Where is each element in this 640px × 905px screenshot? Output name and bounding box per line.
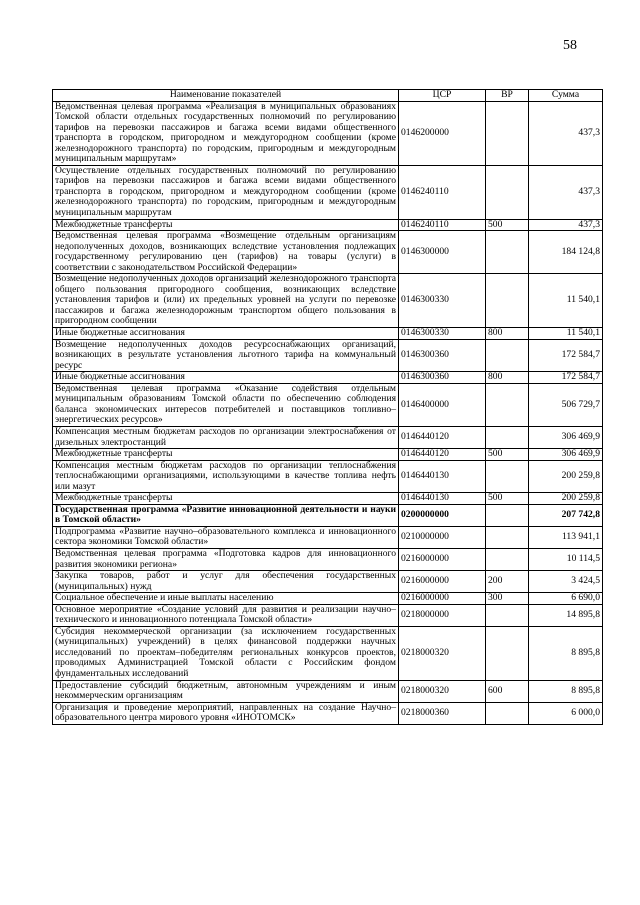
- row-vr: [486, 339, 529, 372]
- row-name: Государственная программа «Развитие инновационной деятельности и науки в Томской области»: [53, 504, 399, 526]
- table-row: [53, 101, 603, 165]
- row-sum: 184 124,8: [529, 231, 603, 274]
- row-vr: 500: [486, 493, 529, 505]
- row-name: Межбюджетные трансферты: [53, 449, 399, 461]
- table-row: [53, 493, 603, 505]
- row-sum: 172 584,7: [529, 339, 603, 372]
- row-vr: [486, 504, 529, 526]
- row-csr: 0146240110: [399, 165, 486, 219]
- table-row: [53, 165, 603, 219]
- table-row: [53, 548, 603, 570]
- row-name: Основное мероприятие «Создание условий для развития и реализации научно–технического и инновационного потенциала Томской области»: [53, 604, 399, 626]
- table-header-row: [53, 90, 603, 102]
- row-csr: 0146300330: [399, 274, 486, 328]
- row-sum: 437,3: [529, 101, 603, 165]
- table-row: [53, 680, 603, 702]
- table-body: [53, 101, 603, 724]
- row-name: Межбюджетные трансферты: [53, 219, 399, 231]
- row-name: Компенсация местным бюджетам расходов по организации электроснабжения от дизельных электростанций: [53, 426, 399, 448]
- row-vr: 300: [486, 593, 529, 605]
- row-sum: 172 584,7: [529, 372, 603, 384]
- row-sum: 506 729,7: [529, 383, 603, 426]
- row-name: Ведомственная целевая программа «Подготовка кадров для инновационного развития экономики региона»: [53, 548, 399, 570]
- table-row: [53, 593, 603, 605]
- row-csr: 0216000000: [399, 571, 486, 593]
- row-csr: 0146440130: [399, 493, 486, 505]
- row-vr: 500: [486, 449, 529, 461]
- table-row: [53, 383, 603, 426]
- row-vr: [486, 460, 529, 493]
- row-csr: 0218000000: [399, 604, 486, 626]
- header-vr: ВР: [486, 90, 529, 102]
- row-csr: 0146300360: [399, 339, 486, 372]
- row-vr: [486, 274, 529, 328]
- row-sum: 437,3: [529, 165, 603, 219]
- row-name: Организация и проведение мероприятий, направленных на создание Научно–образовательного центра мирового уровня «ИНОТОМСК»: [53, 702, 399, 724]
- row-sum: 8 895,8: [529, 626, 603, 680]
- row-sum: 306 469,9: [529, 426, 603, 448]
- row-name: Иные бюджетные ассигнования: [53, 328, 399, 340]
- row-csr: 0146300000: [399, 231, 486, 274]
- table-row: [53, 231, 603, 274]
- table-row: [53, 571, 603, 593]
- budget-table: [52, 89, 603, 725]
- row-sum: 11 540,1: [529, 328, 603, 340]
- row-vr: [486, 165, 529, 219]
- row-sum: 113 941,1: [529, 526, 603, 548]
- row-csr: 0216000000: [399, 593, 486, 605]
- table-row: [53, 449, 603, 461]
- row-sum: 207 742,8: [529, 504, 603, 526]
- row-csr: 0146200000: [399, 101, 486, 165]
- row-vr: 600: [486, 680, 529, 702]
- row-vr: [486, 626, 529, 680]
- row-sum: 6 690,0: [529, 593, 603, 605]
- page-number: 58: [563, 38, 577, 53]
- row-vr: [486, 702, 529, 724]
- row-name: Межбюджетные трансферты: [53, 493, 399, 505]
- table-row: [53, 219, 603, 231]
- table-row: [53, 426, 603, 448]
- row-csr: 0146240110: [399, 219, 486, 231]
- row-name: Осуществление отдельных государственных полномочий по регулированию тарифов на перевозки пассажиров и багажа всеми видами общественного транспорта в городском, пригородном и междугородном сообщении (кроме железнодорожного транспорта) по городским, пригородным и междугородным муниципальным маршрутам: [53, 165, 399, 219]
- row-name: Возмещение недополученных доходов ресурсоснабжающих организаций, возникающих в результате установления льготного тарифа на коммунальный ресурс: [53, 339, 399, 372]
- row-csr: 0218000320: [399, 680, 486, 702]
- row-csr: 0210000000: [399, 526, 486, 548]
- table-row: [53, 328, 603, 340]
- row-csr: 0146440120: [399, 449, 486, 461]
- row-csr: 0200000000: [399, 504, 486, 526]
- header-name: Наименование показателей: [53, 90, 399, 102]
- row-vr: 800: [486, 328, 529, 340]
- row-csr: 0218000360: [399, 702, 486, 724]
- row-csr: 0146400000: [399, 383, 486, 426]
- table-row: [53, 274, 603, 328]
- row-sum: 437,3: [529, 219, 603, 231]
- row-vr: [486, 101, 529, 165]
- row-vr: [486, 548, 529, 570]
- header-sum: Сумма: [529, 90, 603, 102]
- table-row: [53, 504, 603, 526]
- row-sum: 200 259,8: [529, 460, 603, 493]
- row-name: Социальное обеспечение и иные выплаты населению: [53, 593, 399, 605]
- row-csr: 0146440130: [399, 460, 486, 493]
- row-csr: 0146440120: [399, 426, 486, 448]
- row-vr: 800: [486, 372, 529, 384]
- row-sum: 14 895,8: [529, 604, 603, 626]
- row-name: Возмещение недополученных доходов организаций железнодорожного транспорта общего пользования пригородного сообщения, возникающих вследствие установления тарифов и (или) их предельных уровней на услуги по перевозке пассажиров и багажа железнодорожным транспортом общего пользования в пригородном сообщении: [53, 274, 399, 328]
- row-vr: [486, 231, 529, 274]
- table-row: [53, 460, 603, 493]
- row-sum: 200 259,8: [529, 493, 603, 505]
- row-name: Ведомственная целевая программа «Оказание содействия отдельным муниципальным образованиям Томской области по обеспечению соблюдения баланса экономических интересов потребителей и поставщиков топливно–энергетических ресурсов»: [53, 383, 399, 426]
- row-name: Иные бюджетные ассигнования: [53, 372, 399, 384]
- row-vr: 200: [486, 571, 529, 593]
- row-name: Подпрограмма «Развитие научно–образовательного комплекса и инновационного сектора экономики Томской области»: [53, 526, 399, 548]
- table-row: [53, 702, 603, 724]
- row-name: Ведомственная целевая программа «Возмещение отдельным организациям недополученных доходов, возникающих вследствие установления подлежащих государственному регулированию цен (тарифов) на товары (услуги) в соответствии с законодательством Российской Федерации»: [53, 231, 399, 274]
- row-name: Закупка товаров, работ и услуг для обеспечения государственных (муниципальных) нужд: [53, 571, 399, 593]
- table-row: [53, 626, 603, 680]
- row-vr: [486, 383, 529, 426]
- row-sum: 3 424,5: [529, 571, 603, 593]
- row-vr: [486, 426, 529, 448]
- row-sum: 11 540,1: [529, 274, 603, 328]
- row-csr: 0146300360: [399, 372, 486, 384]
- table-row: [53, 604, 603, 626]
- table-row: [53, 339, 603, 372]
- row-name: Субсидия некоммерческой организации (за исключением государственных (муниципальных) учреждений) в целях финансовой поддержки научных исследований по проектам–победителям региональных конкурсов проектов, проводимых Администрацией Томской области с Российским фондом фундаментальных исследований: [53, 626, 399, 680]
- row-name: Предоставление субсидий бюджетным, автономным учреждениям и иным некоммерческим организациям: [53, 680, 399, 702]
- row-vr: [486, 604, 529, 626]
- row-vr: [486, 526, 529, 548]
- row-name: Компенсация местным бюджетам расходов по организации теплоснабжения теплоснабжающими организациями, использующими в качестве топлива нефть или мазут: [53, 460, 399, 493]
- row-sum: 6 000,0: [529, 702, 603, 724]
- table-row: [53, 372, 603, 384]
- row-csr: 0216000000: [399, 548, 486, 570]
- row-sum: 306 469,9: [529, 449, 603, 461]
- row-sum: 8 895,8: [529, 680, 603, 702]
- row-sum: 10 114,5: [529, 548, 603, 570]
- row-vr: 500: [486, 219, 529, 231]
- row-csr: 0146300330: [399, 328, 486, 340]
- row-name: Ведомственная целевая программа «Реализация в муниципальных образованиях Томской области отдельных государственных полномочий по регулированию тарифов на перевозки пассажиров и багажа всеми видами общественного транспорта в городском, пригородном и междугородном сообщении (кроме железнодорожного транспорта) по городским, пригородным и междугородным муниципальным маршрутам»: [53, 101, 399, 165]
- header-csr: ЦСР: [399, 90, 486, 102]
- row-csr: 0218000320: [399, 626, 486, 680]
- table-row: [53, 526, 603, 548]
